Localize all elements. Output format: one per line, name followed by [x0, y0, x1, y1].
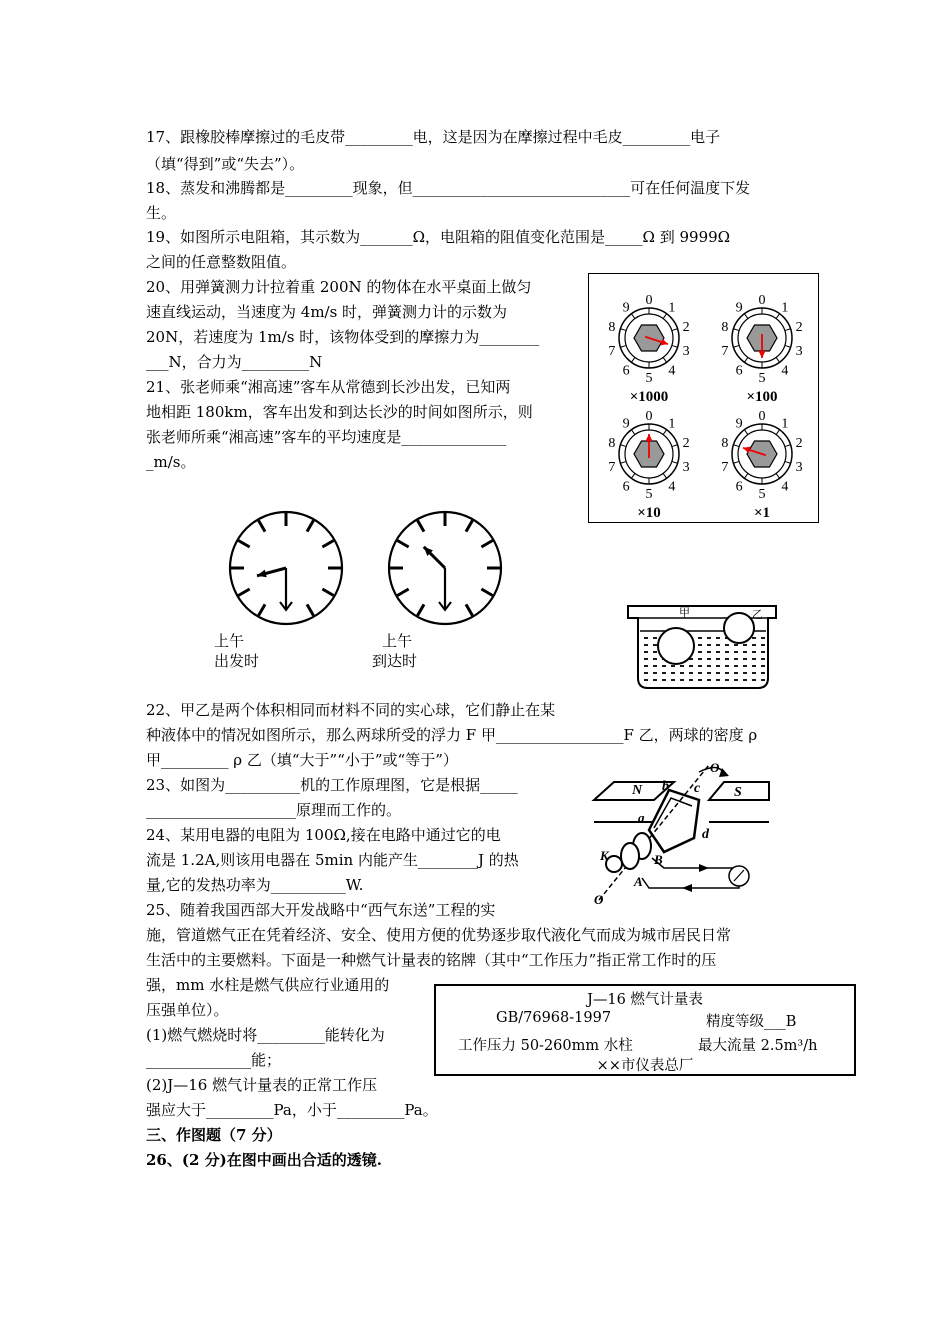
dial-1: [608, 293, 689, 405]
label-a: a: [638, 810, 645, 825]
arrival-label-top: 上午: [382, 632, 413, 650]
q24-line2: 流是 1.2A,则该用电器在 5min 内能产生________J 的热: [146, 851, 519, 869]
dial-2: [721, 293, 802, 405]
label-O-upper: O: [710, 760, 720, 775]
ball-yi-label: 乙: [752, 609, 763, 621]
ball-jia-label: 甲: [679, 607, 690, 619]
q19-line2: 之间的任意整数阻值。: [146, 253, 297, 271]
dial-number: 2: [682, 435, 690, 451]
dial-number: 4: [668, 479, 676, 495]
dial-number: 0: [758, 409, 766, 424]
dial-multiplier: ×1000: [629, 389, 669, 405]
dial-number: 0: [758, 293, 766, 308]
dial-number: 2: [795, 319, 803, 335]
label-c: c: [694, 781, 701, 796]
q21-line2: 地相距 180km，客车出发和到达长沙的时间如图所示，则: [146, 403, 533, 421]
dial-number: 7: [608, 460, 616, 476]
dial-multiplier: ×10: [637, 505, 661, 521]
dial-number: 4: [781, 363, 789, 379]
q19-line1: 19、如图所示电阻箱，其示数为_______Ω，电阻箱的阻值变化范围是_____Ω 到 9999Ω: [146, 228, 731, 246]
q20-line4: ___N，合力为_________N: [146, 353, 323, 371]
resistance-box-figure: [588, 273, 819, 523]
q21-line4: _m/s。: [146, 453, 196, 471]
dial-number: 4: [781, 479, 789, 495]
arrival-clock: [389, 512, 501, 624]
dial-number: 1: [781, 416, 789, 432]
resistance-box-dials: [589, 274, 818, 522]
nameplate-standard: GB/76968-1997: [496, 1010, 612, 1026]
dial-number: 3: [795, 344, 803, 360]
label-K: K: [600, 848, 609, 863]
label-b: b: [662, 779, 669, 794]
q20-line1: 20、用弹簧测力计拉着重 200N 的物体在水平桌面上做匀: [146, 278, 532, 296]
dial-number: 6: [622, 479, 630, 495]
label-O-lower: O: [594, 892, 604, 907]
dial-number: 3: [682, 344, 690, 360]
label-A: A: [634, 874, 643, 889]
clocks-figure: [222, 510, 512, 630]
dial-number: 8: [721, 319, 729, 335]
q23-line1: 23、如图为__________机的工作原理图，它是根据_____: [146, 776, 518, 794]
q25-line2: 施，管道燃气正在凭着经济、安全、使用方便的优势逐步取代液化气而成为城市居民日常: [146, 926, 732, 944]
q25-line4: 强，mm 水柱是燃气供应行业通用的: [146, 976, 390, 994]
dial-number: 9: [735, 300, 743, 316]
q17-line2: （填“得到”或“失去”）。: [146, 155, 305, 173]
dial-number: 7: [721, 460, 729, 476]
dial-number: 6: [735, 363, 743, 379]
q25-line5: 压强单位）。: [146, 1001, 229, 1019]
q22-line3: 甲_________ ρ 乙（填“大于”“小于”或“等于”）: [146, 751, 458, 769]
dial-number: 2: [795, 435, 803, 451]
ball-jia: [658, 628, 694, 664]
q17-line1: 17、跟橡胶棒摩擦过的毛皮带_________电，这是因为在摩擦过程中毛皮_________电子: [146, 128, 721, 146]
q18-line1: 18、蒸发和沸腾都是_________现象，但_____________________________可在任何温度下发: [146, 179, 751, 197]
q24-line1: 24、某用电器的电阻为 100Ω,接在电路中通过它的电: [146, 826, 501, 844]
nameplate-maker: ××市仪表总厂: [596, 1058, 694, 1074]
ball-yi: [724, 613, 754, 643]
q20-line3: 20N，若速度为 1m/s 时，该物体受到的摩擦力为________: [146, 328, 540, 346]
dial-number: 5: [758, 487, 766, 502]
label-d: d: [702, 827, 709, 842]
slip-ring-2: [621, 843, 639, 869]
floating-balls-figure: [626, 598, 786, 698]
dial-number: 2: [682, 319, 690, 335]
q24-line3: 量,它的发热功率为__________W.: [146, 876, 364, 894]
q22-line1: 22、甲乙是两个体积相同而材料不同的实心球，它们静止在某: [146, 701, 556, 719]
nameplate-flow: 最大流量 2.5m³/h: [698, 1038, 818, 1054]
dial-number: 3: [795, 460, 803, 476]
q25-line8: (2)J—16 燃气计量表的正常工作压: [146, 1076, 378, 1094]
dial-number: 0: [645, 409, 653, 424]
dial-number: 0: [645, 293, 653, 308]
dial-number: 1: [668, 416, 676, 432]
dial-number: 7: [608, 344, 616, 360]
dial-number: 6: [622, 363, 630, 379]
dial-number: 6: [735, 479, 743, 495]
dial-number: 1: [668, 300, 676, 316]
departure-clock: [230, 512, 342, 624]
dial-number: 9: [735, 416, 743, 432]
nameplate-title: J—16 燃气计量表: [587, 992, 703, 1008]
label-B: B: [654, 852, 663, 867]
nameplate-accuracy: 精度等级___B: [706, 1014, 797, 1030]
dial-number: 8: [608, 319, 616, 335]
dial-number: 8: [721, 435, 729, 451]
dial-multiplier: ×100: [746, 389, 778, 405]
dial-number: 5: [645, 487, 653, 502]
q20-line2: 速直线运动，当速度为 4m/s 时，弹簧测力计的示数为: [146, 303, 508, 321]
q25-line6: (1)燃气燃烧时将_________能转化为: [146, 1026, 385, 1044]
label-n: N: [632, 783, 643, 798]
dial-3: [608, 409, 689, 521]
dial-number: 7: [721, 344, 729, 360]
q25-line7: ______________能；: [146, 1051, 282, 1069]
dial-number: 4: [668, 363, 676, 379]
q18-line2: 生。: [146, 204, 177, 222]
dial-4: [721, 409, 802, 521]
q22-line2: 种液体中的情况如图所示，那么两球所受的浮力 F 甲_________________F 乙，两球的密度 ρ: [146, 726, 758, 744]
dial-number: 3: [682, 460, 690, 476]
dial-number: 5: [645, 371, 653, 386]
q26-line: 26、(2 分)在图中画出合适的透镜.: [146, 1151, 382, 1169]
dial-number: 9: [622, 416, 630, 432]
dial-number: 5: [758, 371, 766, 386]
gas-meter-nameplate: [434, 984, 856, 1076]
q25-line9: 强应大于_________Pa，小于_________Pa。: [146, 1101, 438, 1119]
nameplate-pressure: 工作压力 50-260mm 水柱: [458, 1038, 633, 1054]
dial-number: 1: [781, 300, 789, 316]
q25-line1: 25、随着我国西部大开发战略中“西气东送”工程的实: [146, 901, 496, 919]
q25-line3: 生活中的主要燃料。下面是一种燃气计量表的铭牌（其中“工作压力”指正常工作时的压: [146, 951, 717, 969]
q21-line3: 张老师所乘“湘高速”客车的平均速度是______________: [146, 428, 507, 446]
section-3-heading: 三、作图题（7 分）: [146, 1126, 282, 1144]
dial-multiplier: ×1: [753, 505, 771, 521]
arrival-label-bottom: 到达时: [372, 652, 418, 670]
dial-number: 8: [608, 435, 616, 451]
q21-line1: 21、张老师乘“湘高速”客车从常德到长沙出发，已知两: [146, 378, 511, 396]
label-s: S: [734, 785, 742, 800]
dial-number: 9: [622, 300, 630, 316]
q23-line2: ____________________原理而工作的。: [146, 801, 402, 819]
departure-label-top: 上午: [214, 632, 245, 650]
departure-label-bottom: 出发时: [214, 652, 260, 670]
generator-figure: [574, 760, 774, 910]
